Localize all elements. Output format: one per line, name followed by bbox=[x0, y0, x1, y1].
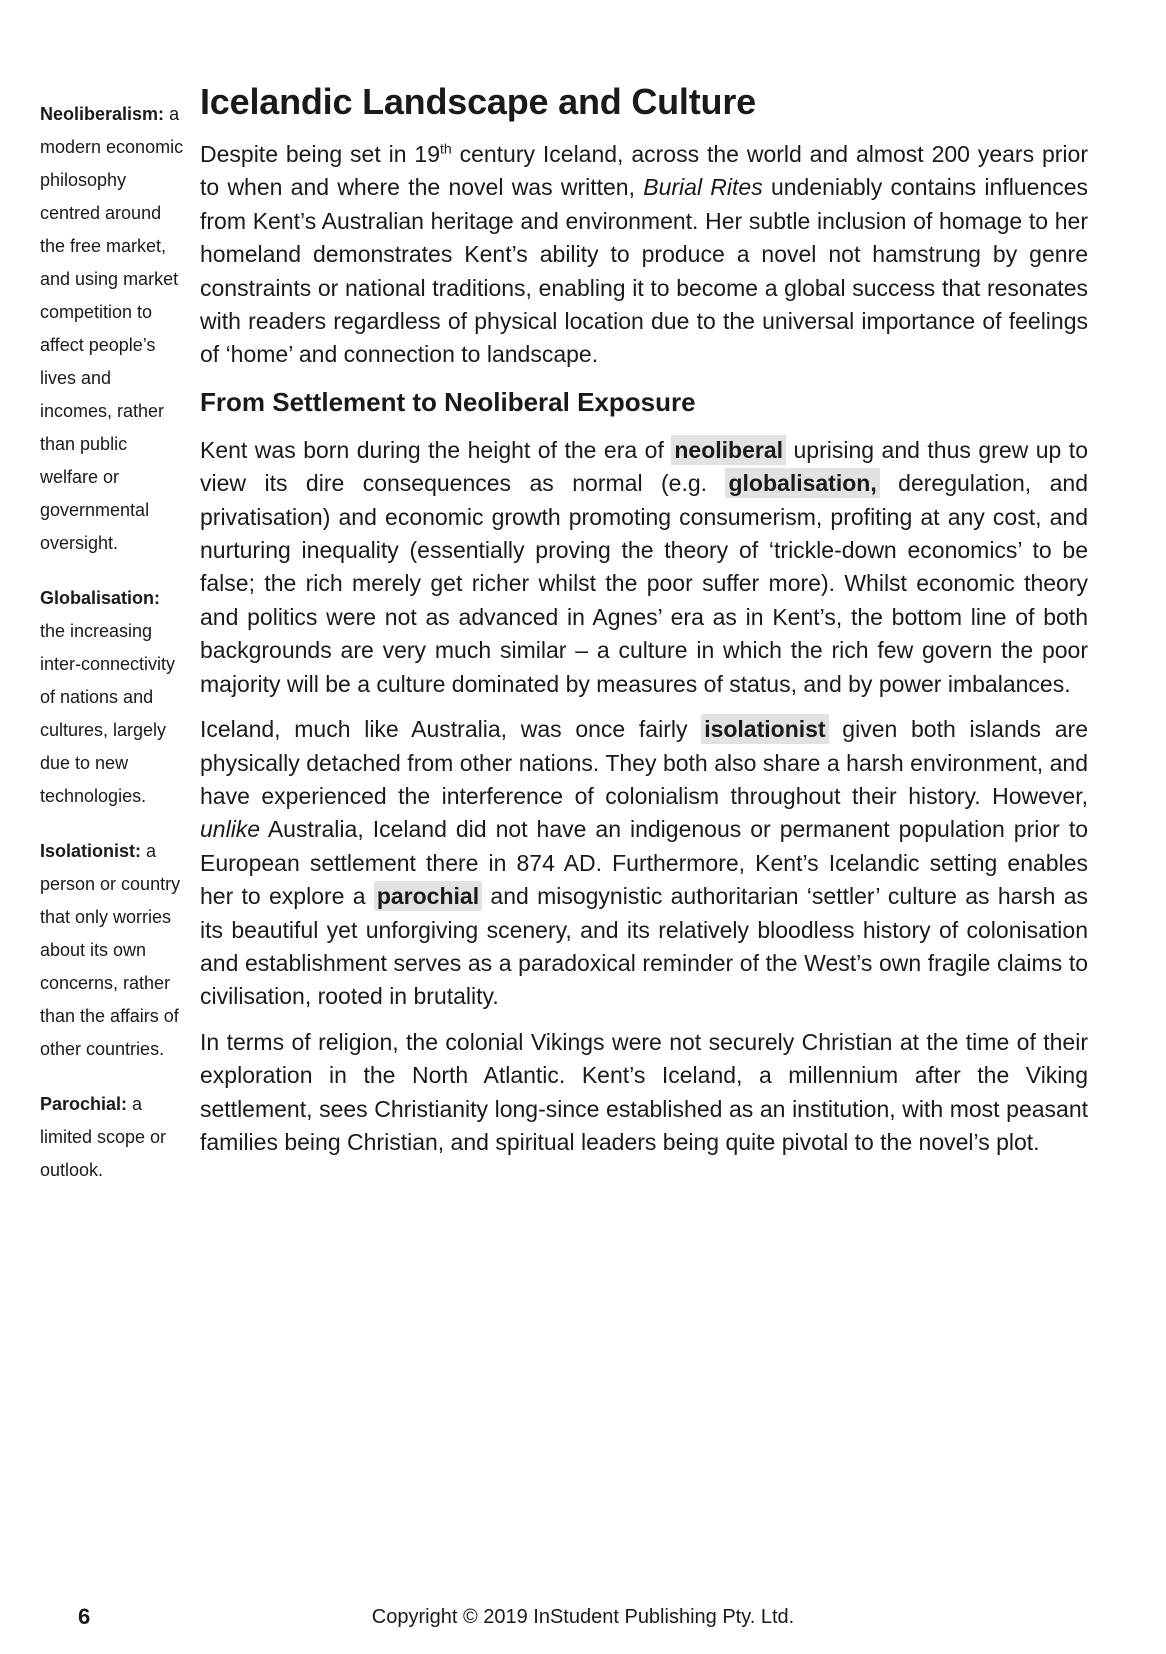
ordinal-superscript: th bbox=[440, 140, 452, 157]
intro-text-b: century Iceland, across the world and almost 200 years prior to when and where the novel was written, bbox=[200, 141, 1088, 201]
keyword-parochial: parochial bbox=[374, 881, 482, 911]
text-run: uprising and thus grew up to view its dire consequences as normal (e.g. bbox=[200, 436, 1088, 497]
glossary-definition: a person or country that only worries about its own concerns, rather than the affairs of other countries. bbox=[40, 841, 181, 1059]
glossary-term: Globalisation: bbox=[40, 588, 161, 608]
glossary-entry-isolationist bbox=[40, 835, 186, 1066]
glossary-entry-parochial bbox=[40, 1088, 186, 1187]
intro-paragraph bbox=[200, 138, 1088, 372]
intro-text-a: Despite being set in 19 bbox=[200, 141, 440, 167]
intro-text-c: undeniably contains influences from Kent’s Australian heritage and environment. Her subtle inclusion of homage to her homeland demonstrates Kent’s ability to produce a novel not hamstrung by genre constraints or national traditions, enabling it to become a global success that resonates with readers regardless of physical location due to the universal importance of feelings of ‘home’ and connection to landscape. bbox=[200, 174, 1088, 368]
text-run: Kent was born during the height of the era of bbox=[200, 436, 672, 463]
glossary-definition: a limited scope or outlook. bbox=[40, 1094, 167, 1180]
glossary-term: Isolationist: bbox=[40, 841, 142, 861]
glossary-term: Neoliberalism: bbox=[40, 104, 165, 124]
keyword-isolationist: isolationist bbox=[701, 714, 828, 744]
glossary-term: Parochial: bbox=[40, 1094, 128, 1114]
glossary-entry-neoliberalism bbox=[40, 98, 186, 560]
page-title: Icelandic Landscape and Culture bbox=[200, 81, 756, 122]
text-run: Iceland, much like Australia, was once fairly bbox=[200, 716, 702, 743]
glossary-sidebar bbox=[40, 98, 186, 1209]
main-content bbox=[200, 78, 1088, 1171]
page-number: 6 bbox=[78, 1604, 91, 1629]
text-run: deregulation, and privatisation) and economic growth promoting consumerism, profiting at any cost, and nurturing inequality (essentially proving the theory of ‘trickle-down economics’ to be false; the rich merely get richer whilst the poor suffer more). Whilst economic theory and politics were not as advanced in Agnes’ era as in Kent’s, the bottom line of both backgrounds are very much similar – a culture in which the rich few govern the poor majority will be a culture dominated by measures of status, and by power imbalances. bbox=[200, 470, 1088, 697]
paragraph-neoliberal bbox=[200, 434, 1088, 701]
keyword-globalisation: globalisation, bbox=[725, 468, 879, 498]
text-run: Australia, Iceland did not have an indigenous or permanent population prior to European settlement there in 874 AD. Furthermore, Kent’s Icelandic setting enables her to explore a bbox=[200, 816, 1088, 910]
emphasis-unlike: unlike bbox=[200, 816, 261, 843]
section-heading: From Settlement to Neoliberal Exposure bbox=[200, 386, 696, 417]
keyword-neoliberal: neoliberal bbox=[671, 435, 786, 465]
copyright-notice: Copyright © 2019 InStudent Publishing Pty. Ltd. bbox=[371, 1606, 795, 1628]
glossary-entry-globalisation bbox=[40, 582, 186, 813]
paragraph-religion: In terms of religion, the colonial Vikings were not securely Christian at the time of their exploration in the North Atlantic. Kent’s Iceland, a millennium after the Viking settlement, sees Christianity long-since established as an institution, with most peasant families being Christian, and spiritual leaders being quite pivotal to the novel’s plot. bbox=[200, 1028, 1088, 1155]
paragraph-isolationist bbox=[200, 713, 1088, 1014]
book-title: Burial Rites bbox=[643, 174, 763, 201]
text-run: given both islands are physically detached from other nations. They both also share a harsh environment, and have experienced the interference of colonialism throughout their history. However, bbox=[200, 716, 1088, 809]
glossary-definition: the increasing inter-connectivity of nations and cultures, largely due to new technologies. bbox=[40, 621, 176, 806]
glossary-definition: a modern economic philosophy centred around the free market, and using market competition to affect people’s lives and incomes, rather than public welfare or governmental oversight. bbox=[40, 104, 184, 553]
text-run: and misogynistic authoritarian ‘settler’ culture as harsh as its beautiful yet unforgiving scenery, and its relatively bloodless history of colonisation and establishment serves as a paradoxical reminder of the West’s own fragile claims to civilisation, rooted in brutality. bbox=[200, 883, 1088, 1010]
